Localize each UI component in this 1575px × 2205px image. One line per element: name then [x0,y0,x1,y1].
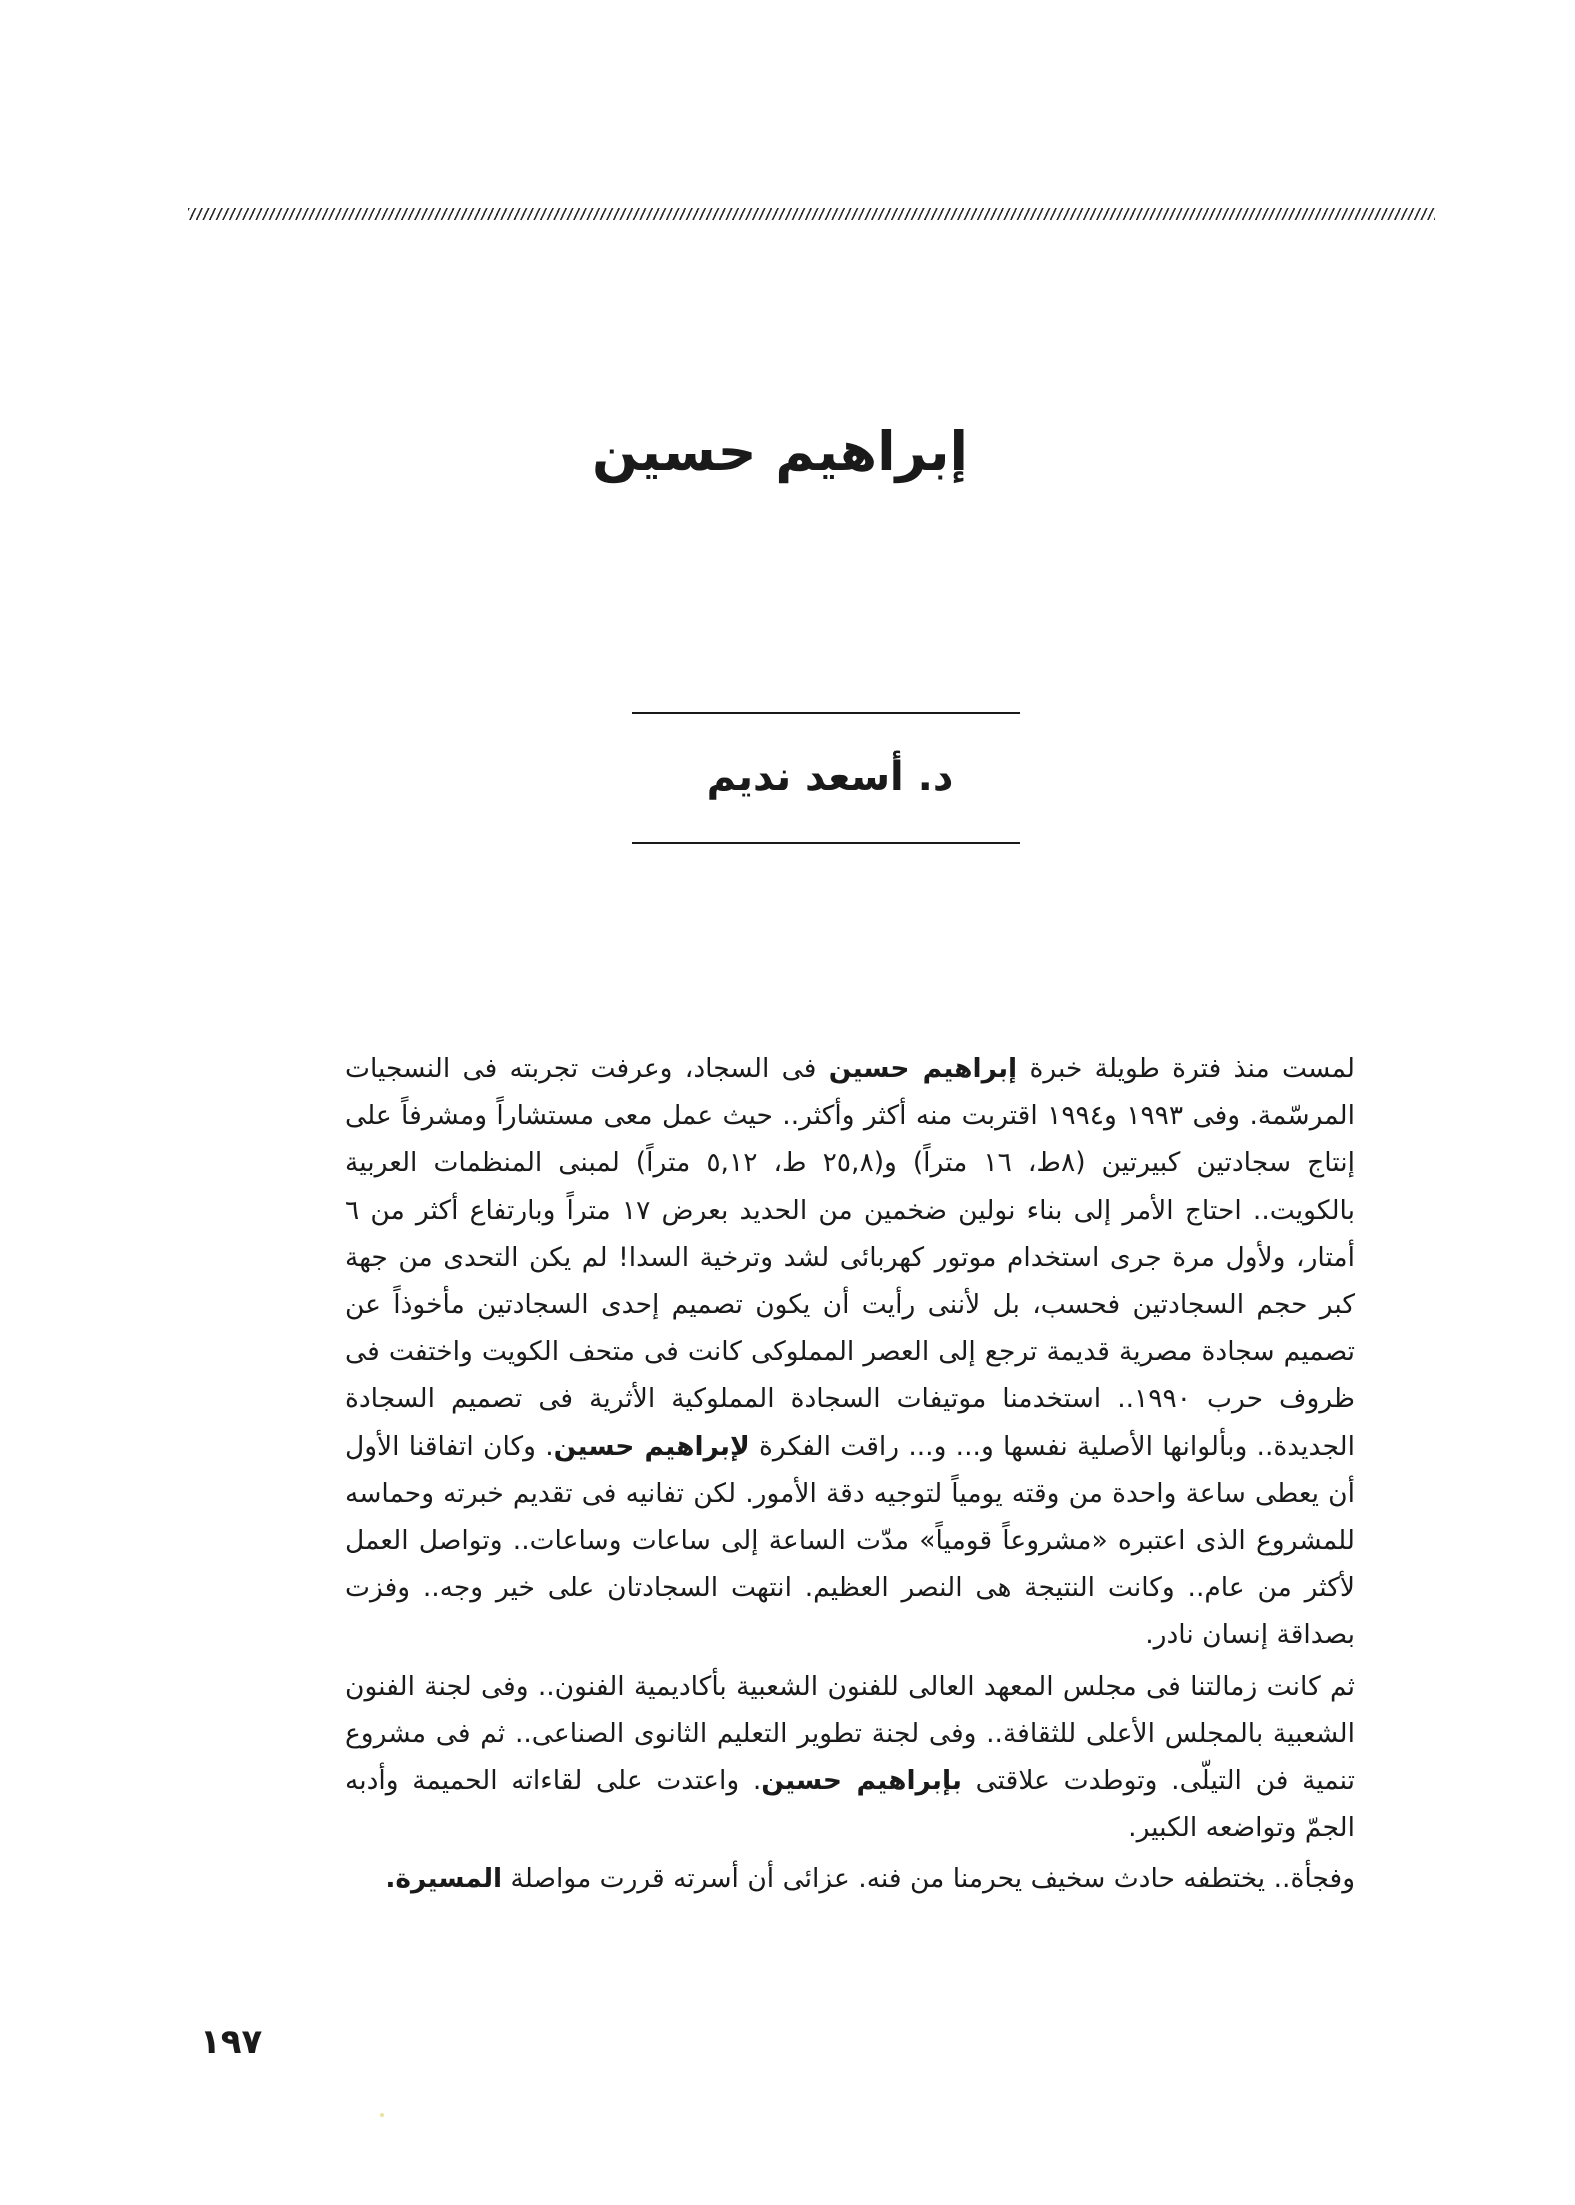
page-number: ١٩٧ [200,2022,263,2062]
text-span: . واعتدت على لقاءاته الحميمة وأدبه الجمّ وتواضعه الكبير. [345,1765,1355,1844]
text-span: لمست منذ فترة طويلة خبرة [1017,1053,1356,1084]
text-span: وفجأة.. يختطفه حادث سخيف يحرمنا من فنه. عزائى أن أسرته قررت مواصلة [502,1863,1355,1895]
text-span: فى السجاد، وعرفت تجربته فى النسجيات المرسّمة. وفى ١٩٩٣ و١٩٩٤ اقتربت منه أكثر وأكثر.. حيث عمل معى مستشاراً ومشرفاً على إنتاج سجادتين كبيرتين (٨ط، ١٦ متراً) و(٢٥,٨ ط، ٥,١٢ متراً) لمبنى المنظمات العربية بالكويت.. احتاج الأمر إلى بناء نولين ضخمين من الحديد بعرض ١٧ متراً وبارتفاع أكثر من ٦ أمتار، ولأول مرة جرى استخدام موتور كهربائى لشد وترخية السدا! لم يكن التحدى من جهة كبر حجم السجادتين فحسب، بل لأننى رأيت أن يكون تصميم إحدى السجادتين مأخوذاً عن تصميم سجادة مصرية قديمة ترجع إلى العصر المملوكى كانت فى متحف الكويت واختفت فى ظروف حرب ١٩٩٠.. استخدمنا موتيفات السجادة المملوكية الأثرية فى تصميم السجادة الجديدة.. وبألوانها الأصلية نفسها و... و... راقت الفكرة [345,1053,1356,1462]
paragraph-3 [345,1855,1355,1902]
article-body [345,1045,1355,1903]
paragraph-2 [345,1663,1355,1852]
top-rule [632,712,1020,714]
scan-speck [380,2113,384,2117]
closing-word: المسيرة. [385,1863,503,1895]
article-title: إبراهيم حسين [591,420,969,483]
text-span: . وكان اتفاقنا الأول أن يعطى ساعة واحدة من وقته يومياً لتوجيه دقة الأمور. لكن تفانيه فى تقديم خبرته وحماسه للمشروع الذى اعتبره «مشروعاً قومياً» مدّت الساعة إلى ساعات وساعات.. وتواصل العمل لأكثر من عام.. وكانت النتيجة هى النصر العظيم. انتهت السجادتان على خير وجه.. وفزت بصداقة إنسان نادر. [345,1430,1355,1651]
paragraph-1 [345,1045,1355,1659]
name-highlight: لإبراهيم حسين [553,1430,750,1462]
name-highlight: بإبراهيم حسين [761,1765,962,1797]
bottom-rule [632,842,1020,844]
author-name: د. أسعد نديم [706,754,954,800]
text-span: ثم كانت زمالتنا فى مجلس المعهد العالى للفنون الشعبية بأكاديمية الفنون.. وفى لجنة الفنون الشعبية بالمجلس الأعلى للثقافة.. وفى لجنة تطوير التعليم الثانوى الصناعى.. ثم فى مشروع تنمية فن التيلّى. وتوطدت علاقتى [345,1670,1355,1797]
decorative-hatch-border [188,208,1435,220]
name-highlight: إبراهيم حسين [828,1053,1018,1084]
